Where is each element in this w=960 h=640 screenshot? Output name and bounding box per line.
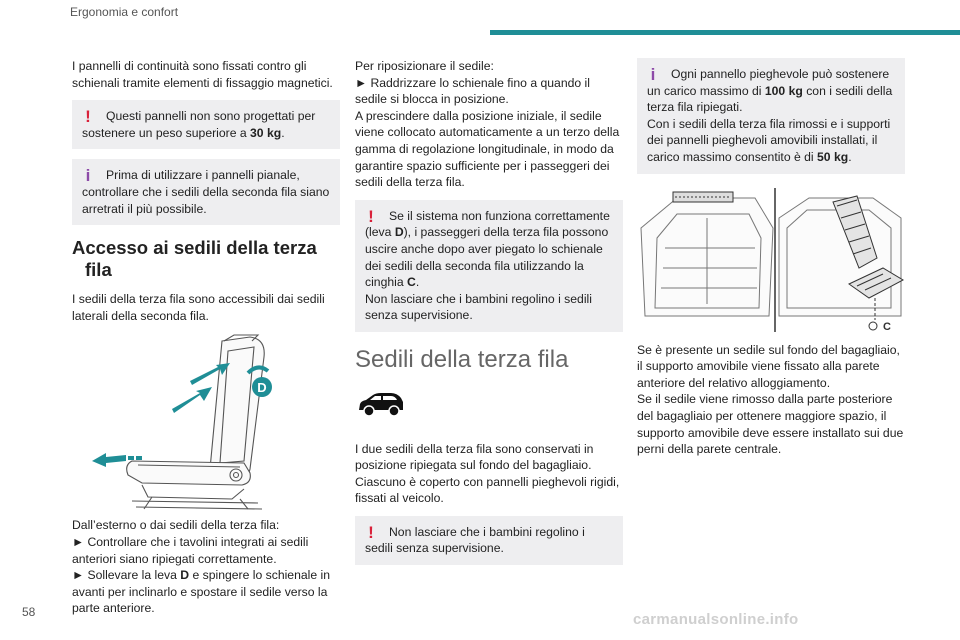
info-text: Ogni pannello pieghevole può sostenere un carico massimo di 100 kg con i sedili della terza fila ripiegati. [647,67,893,115]
paragraph: I sedili della terza fila sono accessibili dai sedili laterali della seconda fila. [72,292,325,323]
step: ► Sollevare la leva D e spingere lo schienale in avanti per inclinarlo e spostare il sedile verso la parte anteriore. [72,568,331,616]
warning-text: Non lasciare che i bambini regolino i sedili senza supervisione. [365,291,592,323]
warning-box [355,516,623,565]
header-accent-bar [490,30,960,35]
info-text: Prima di utilizzare i pannelli pianale, controllare che i sedili della seconda fila siano arretrati il più possibile. [82,168,330,216]
paragraph: I pannelli di continuità sono fissati contro gli schienali tramite elementi di fissaggio magnetici. [72,59,333,90]
paragraph: A prescindere dalla posizione iniziale, il sedile viene collocato automaticamente a un terzo della gamma di regolazione longitudinale, in modo da garantire spazio sufficiente per i passeggeri dei sedili della terza fila. [355,108,620,190]
column-1 [72,58,340,617]
section-heading: Accesso ai sedili della terza fila [72,237,317,281]
section-title: Sedili della terza fila [355,345,569,373]
warning-icon: ! [368,206,374,226]
warning-icon: ! [368,522,374,542]
car-icon [357,392,623,423]
column-3 [637,58,905,458]
paragraph: Se il sedile viene rimosso dalla parte posteriore del bagagliaio per ottenere maggiore spazio, il supporto amovibile deve essere installato sui due perni della parete centrale. [637,392,904,457]
info-text: Con i sedili della terza fila rimossi e i supporti dei pannelli pieghevoli amovibili installati, il carico massimo consentito è di 50 kg. [647,116,891,164]
paragraph: Se è presente un sedile sul fondo del bagagliaio, il supporto amovibile viene fissato alla parete anteriore del relativo alloggiamento. [637,342,900,390]
header-title: Ergonomia e confort [70,5,179,19]
warning-icon: ! [85,107,91,127]
callout-d-label: D [257,380,267,396]
warning-box [355,200,623,332]
step: ► Raddrizzare lo schienale fino a quando il sedile si blocca in posizione. [355,75,590,107]
step: ► Controllare che i tavolini integrati ai sedili anteriori siano ripiegati correttamente. [72,534,309,566]
paragraph: Per riposizionare il sedile: [355,59,494,73]
warning-box [72,100,340,149]
callout-c-label: C [883,320,891,332]
info-icon: i [650,65,656,84]
seat-diagram [72,333,340,511]
paragraph: I due sedili della terza fila sono conservati in posizione ripiegata sul fondo del bagagliaio. Ciascuno è coperto con pannelli pieghevoli rigidi, fissati al veicolo. [355,441,620,506]
trunk-support-illustration [637,188,905,332]
seat-illustration [72,333,340,511]
info-box [72,159,340,225]
warning-text: Non lasciare che i bambini regolino i sedili senza supervisione. [365,524,585,556]
watermark: carmanualsonline.info [633,611,799,628]
info-box [637,58,905,174]
info-icon: i [85,166,91,186]
warning-text: Se il sistema non funziona correttamente (leva D), i passeggeri della terza fila possono uscire anche dopo aver piegato lo schienale dei sedili della seconda fila utilizzando la cinghia C. [365,208,610,290]
page-number: 58 [22,605,36,619]
column-2 [355,58,623,575]
trunk-diagram [637,188,905,332]
warning-text: Questi pannelli non sono progettati per sostenere un peso superiore a 30 kg. [82,109,316,140]
paragraph: Dall’esterno o dai sedili della terza fila: [72,518,280,533]
